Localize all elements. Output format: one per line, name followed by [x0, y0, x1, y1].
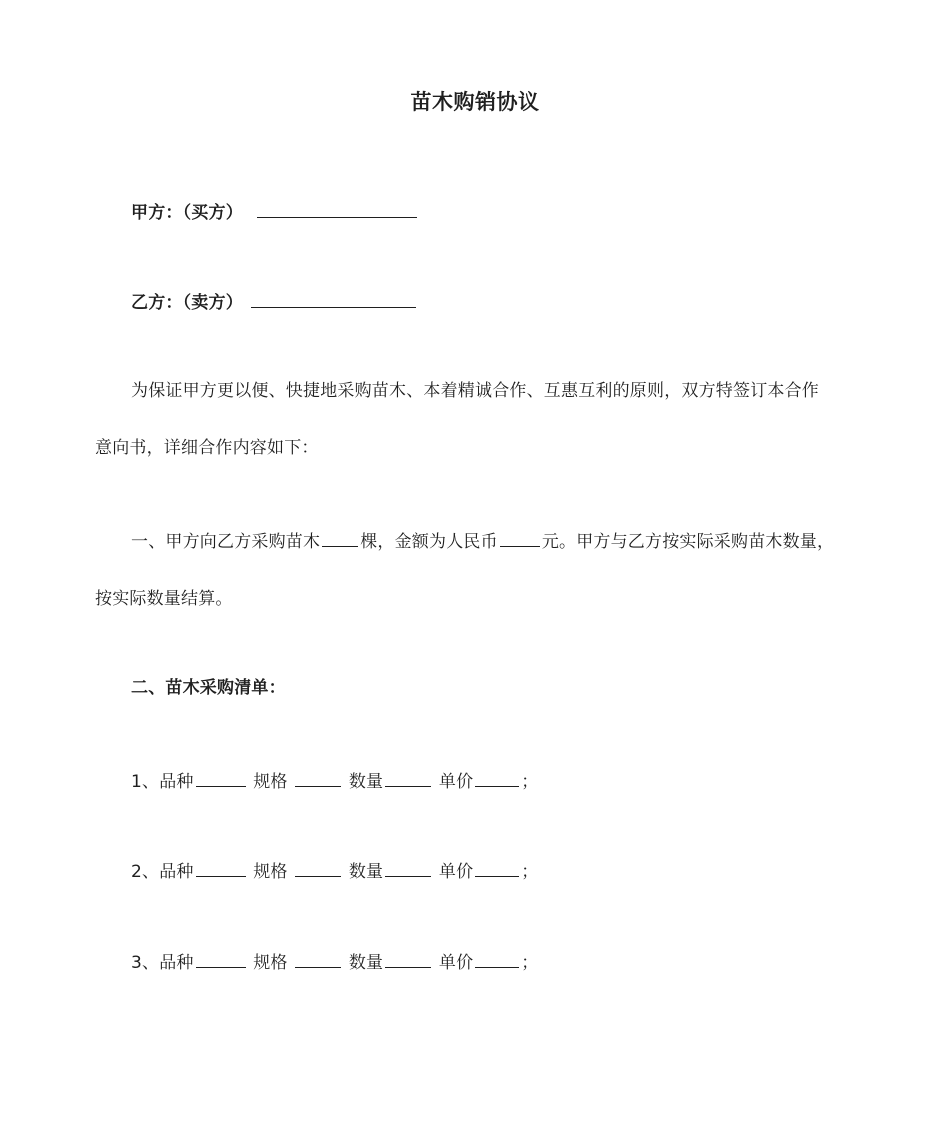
list-item-spec: 规格 [253, 953, 288, 973]
list-item-price: 单价 [438, 862, 474, 882]
list-item-qty: 数量 [348, 953, 384, 973]
amount-blank [500, 528, 540, 547]
list-item-price: 单价 [438, 953, 474, 973]
list-item-prefix: 1、品种 [131, 772, 194, 792]
party-a-line [131, 199, 419, 225]
spec-blank [295, 858, 341, 877]
spec-blank [295, 949, 341, 968]
clause-1-part-1: 一、甲方向乙方采购苗木 [131, 532, 321, 552]
list-item-end: ； [521, 862, 539, 882]
party-b-label: 乙方：（卖方） [131, 293, 243, 313]
party-a-blank [257, 199, 417, 218]
tree-count-blank [322, 528, 358, 547]
price-blank [475, 949, 519, 968]
clause-1-part-2: 棵，金额为人民币 [360, 532, 498, 552]
variety-blank [196, 858, 246, 877]
list-item [131, 768, 538, 794]
list-item-end: ； [521, 953, 539, 973]
list-item-prefix: 2、品种 [131, 862, 194, 882]
party-b-line [131, 289, 418, 315]
document-title: 苗木购销协议 [410, 90, 540, 114]
list-item-end: ； [521, 772, 539, 792]
list-item [131, 858, 538, 884]
intro-line-2: 意向书，详细合作内容如下： [95, 438, 319, 458]
price-blank [475, 858, 519, 877]
party-b-blank [251, 289, 416, 308]
clause-1-line-1 [131, 528, 834, 554]
list-item-spec: 规格 [253, 772, 288, 792]
price-blank [475, 768, 519, 787]
clause-1-part-3: 元。甲方与乙方按实际采购苗木数量， [541, 532, 835, 552]
list-item-spec: 规格 [253, 862, 288, 882]
list-item-qty: 数量 [348, 862, 384, 882]
qty-blank [385, 949, 431, 968]
variety-blank [196, 949, 246, 968]
party-a-label: 甲方：（买方） [131, 203, 243, 223]
variety-blank [196, 768, 246, 787]
list-item-prefix: 3、品种 [131, 953, 194, 973]
list-item-qty: 数量 [348, 772, 384, 792]
list-item [131, 949, 538, 975]
spec-blank [295, 768, 341, 787]
qty-blank [385, 768, 431, 787]
intro-line-1: 为保证甲方更以便、快捷地采购苗木、本着精诚合作、互惠互利的原则，双方特签订本合作 [131, 381, 819, 401]
section-2-heading: 二、苗木采购清单： [131, 678, 286, 698]
clause-1-line-2: 按实际数量结算。 [95, 589, 233, 609]
qty-blank [385, 858, 431, 877]
list-item-price: 单价 [438, 772, 474, 792]
